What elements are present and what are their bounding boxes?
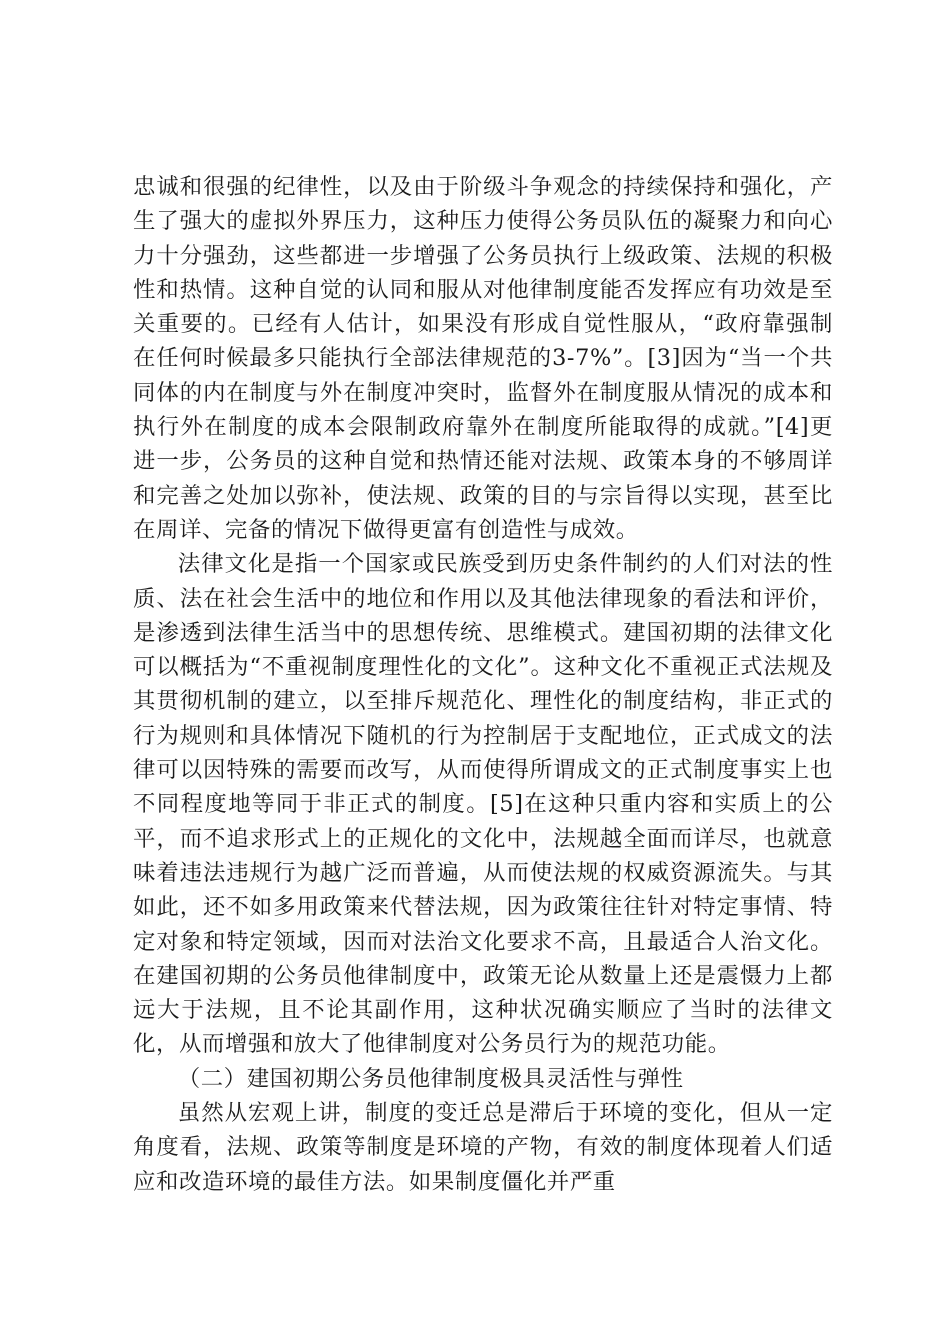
- paragraph-3: 虽然从宏观上讲，制度的变迁总是滞后于环境的变化，但从一定角度看，法规、政策等制度是环境的产物，有效的制度体现着人们适应和改造环境的最佳方法。如果制度僵化并严重: [133, 1100, 833, 1195]
- section-heading: （二）建国初期公务员他律制度极具灵活性与弹性: [177, 1065, 684, 1092]
- document-body: [133, 170, 833, 1199]
- paragraph-1: 忠诚和很强的纪律性，以及由于阶级斗争观念的持续保持和强化，产生了强大的虚拟外界压力，这种压力使得公务员队伍的凝聚力和向心力十分强劲，这些都进一步增强了公务员执行上级政策、法规的积极性和热情。这种自觉的认同和服从对他律制度能否发挥应有功效是至关重要的。已经有人估计，如果没有形成自觉性服从，“政府靠强制在任何时候最多只能执行全部法律规范的3-7%”。[3]因为“当一个共同体的内在制度与外在制度冲突时，监督外在制度服从情况的成本和执行外在制度的成本会限制政府靠外在制度所能取得的成就。”[4]更进一步，公务员的这种自觉和热情还能对法规、政策本身的不够周详和完善之处加以弥补，使法规、政策的目的与宗旨得以实现，甚至比在周详、完备的情况下做得更富有创造性与成效。: [133, 174, 833, 543]
- paragraph-2: 法律文化是指一个国家或民族受到历史条件制约的人们对法的性质、法在社会生活中的地位和作用以及其他法律现象的看法和评价，是渗透到法律生活当中的思想传统、思维模式。建国初期的法律文化可以概括为“不重视制度理性化的文化”。这种文化不重视正式法规及其贯彻机制的建立，以至排斥规范化、理性化的制度结构，非正式的行为规则和具体情况下随机的行为控制居于支配地位，正式成文的法律可以因特殊的需要而改写，从而使得所谓成文的正式制度事实上也不同程度地等同于非正式的制度。[5]在这种只重内容和实质上的公平，而不追求形式上的正规化的文化中，法规越全面而详尽，也就意味着违法违规行为越广泛而普遍，从而使法规的权威资源流失。与其如此，还不如多用政策来代替法规，因为政策往往针对特定事情、特定对象和特定领域，因而对法治文化要求不高，且最适合人治文化。在建国初期的公务员他律制度中，政策无论从数量上还是震慑力上都远大于法规，且不论其副作用，这种状况确实顺应了当时的法律文化，从而增强和放大了他律制度对公务员行为的规范功能。: [133, 551, 833, 1058]
